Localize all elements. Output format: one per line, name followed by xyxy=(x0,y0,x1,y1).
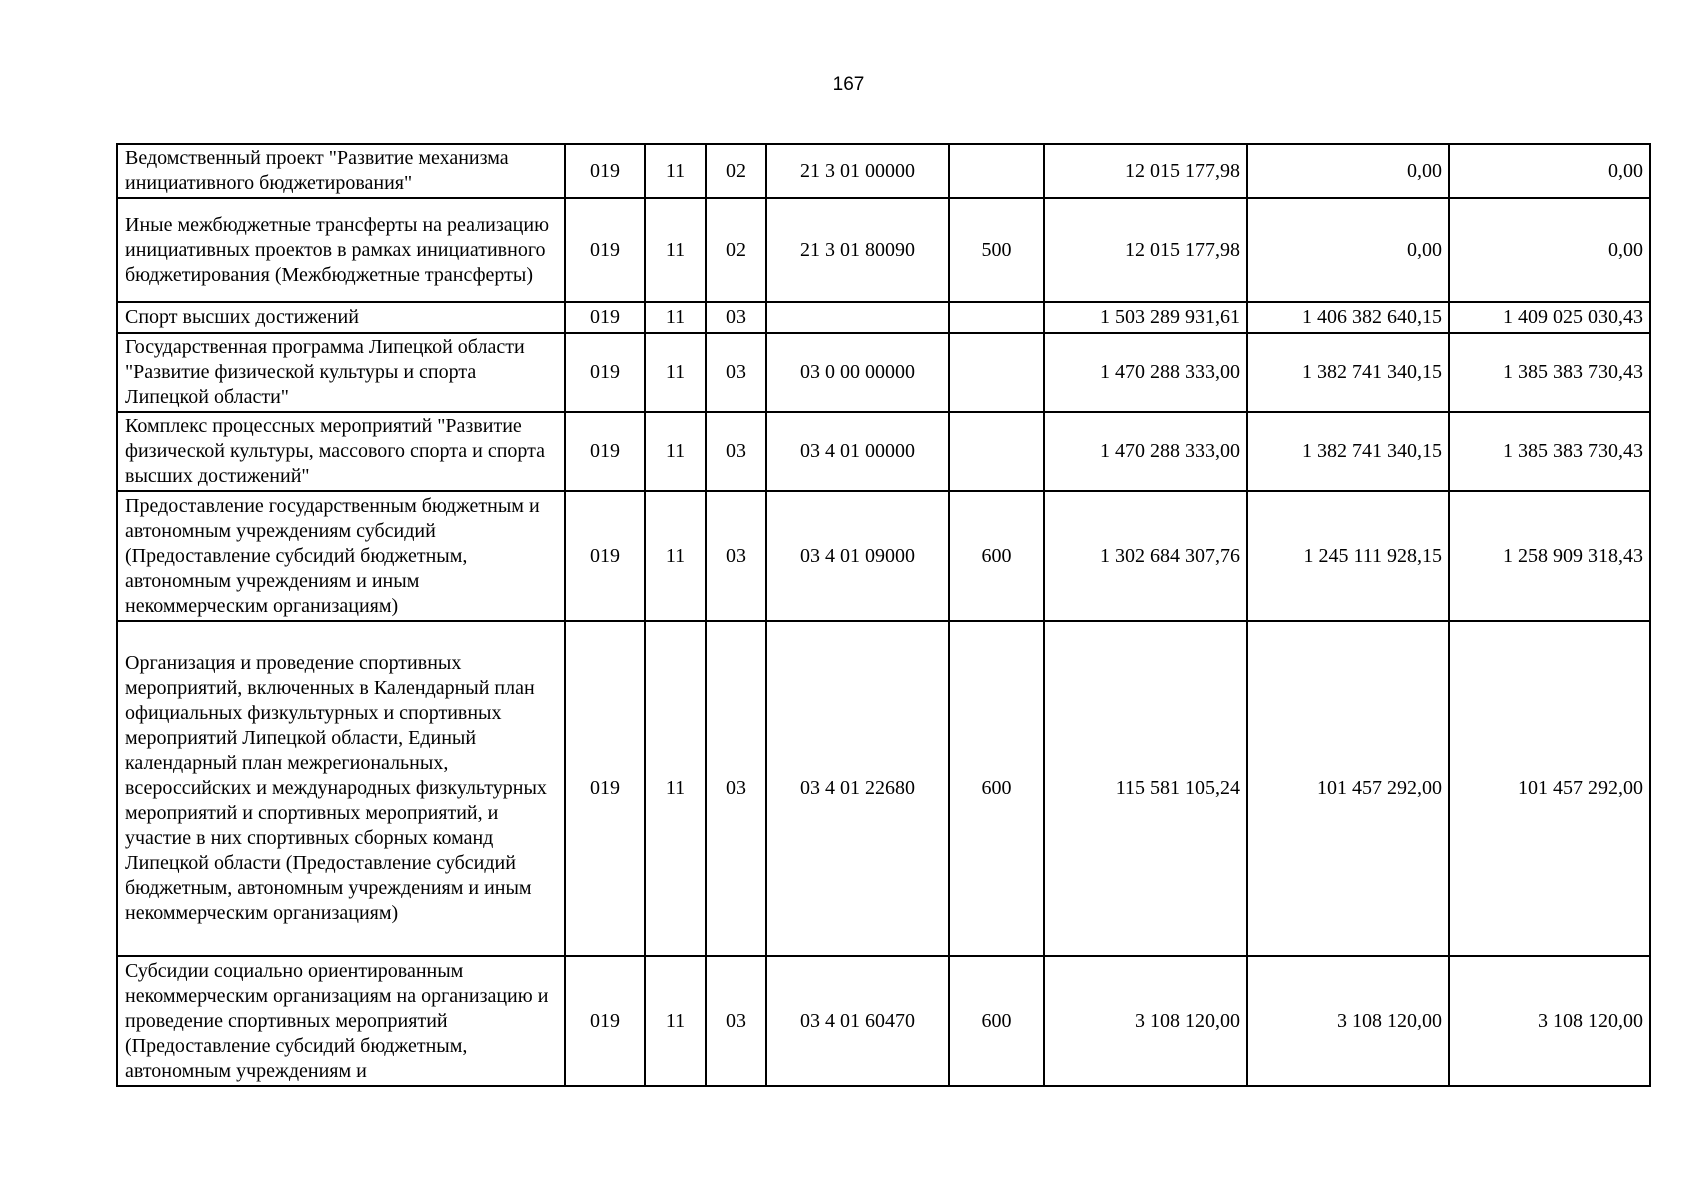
row-name: Субсидии социально ориентированным некоммерческим организациям на организацию и проведение спортивных мероприятий (Предоставление субсидий бюджетным, автономным учреждениям и xyxy=(117,956,565,1086)
section-code: 11 xyxy=(645,621,706,956)
section-code: 11 xyxy=(645,412,706,491)
amount-year-1: 12 015 177,98 xyxy=(1044,144,1247,198)
amount-year-2: 0,00 xyxy=(1247,198,1449,302)
amount-year-1: 1 302 684 307,76 xyxy=(1044,491,1247,621)
amount-year-1: 1 470 288 333,00 xyxy=(1044,412,1247,491)
subsection-code: 03 xyxy=(706,302,766,333)
amount-year-3: 0,00 xyxy=(1449,144,1650,198)
target-article-code: 03 4 01 22680 xyxy=(766,621,949,956)
table-row xyxy=(117,412,1650,491)
row-name: Спорт высших достижений xyxy=(117,302,565,333)
amount-year-2: 1 382 741 340,15 xyxy=(1247,333,1449,412)
expense-type-code: 600 xyxy=(949,621,1044,956)
amount-year-2: 3 108 120,00 xyxy=(1247,956,1449,1086)
subsection-code: 03 xyxy=(706,412,766,491)
ministry-code: 019 xyxy=(565,198,645,302)
amount-year-2: 1 406 382 640,15 xyxy=(1247,302,1449,333)
amount-year-3: 3 108 120,00 xyxy=(1449,956,1650,1086)
target-article-code: 03 4 01 09000 xyxy=(766,491,949,621)
expense-type-code xyxy=(949,412,1044,491)
table-row xyxy=(117,198,1650,302)
amount-year-3: 1 258 909 318,43 xyxy=(1449,491,1650,621)
amount-year-2: 1 382 741 340,15 xyxy=(1247,412,1449,491)
table-row xyxy=(117,956,1650,1086)
expense-type-code xyxy=(949,333,1044,412)
row-name: Ведомственный проект "Развитие механизма инициативного бюджетирования" xyxy=(117,144,565,198)
table-row xyxy=(117,144,1650,198)
row-name: Предоставление государственным бюджетным и автономным учреждениям субсидий (Предоставление субсидий бюджетным, автономным учреждениям и иным некоммерческим организациям) xyxy=(117,491,565,621)
ministry-code: 019 xyxy=(565,491,645,621)
section-code: 11 xyxy=(645,302,706,333)
row-name: Организация и проведение спортивных мероприятий, включенных в Календарный план официальных физкультурных и спортивных мероприятий Липецкой области, Единый календарный план межрегиональных, всероссийских и международных физкультурных мероприятий и спортивных мероприятий, и участие в них спортивных сборных команд Липецкой области (Предоставление субсидий бюджетным, автономным учреждениям и иным некоммерческим организациям) xyxy=(117,621,565,956)
subsection-code: 03 xyxy=(706,491,766,621)
amount-year-3: 1 385 383 730,43 xyxy=(1449,412,1650,491)
expense-type-code xyxy=(949,144,1044,198)
amount-year-2: 0,00 xyxy=(1247,144,1449,198)
section-code: 11 xyxy=(645,333,706,412)
subsection-code: 02 xyxy=(706,198,766,302)
section-code: 11 xyxy=(645,956,706,1086)
page-number: 167 xyxy=(832,74,865,95)
expense-type-code: 500 xyxy=(949,198,1044,302)
budget-table xyxy=(116,143,1651,1087)
table-row xyxy=(117,302,1650,333)
row-name: Комплекс процессных мероприятий "Развитие физической культуры, массового спорта и спорта высших достижений" xyxy=(117,412,565,491)
amount-year-1: 115 581 105,24 xyxy=(1044,621,1247,956)
row-name: Государственная программа Липецкой области "Развитие физической культуры и спорта Липецкой области" xyxy=(117,333,565,412)
ministry-code: 019 xyxy=(565,621,645,956)
expense-type-code: 600 xyxy=(949,956,1044,1086)
table-row xyxy=(117,621,1650,956)
amount-year-1: 12 015 177,98 xyxy=(1044,198,1247,302)
amount-year-3: 1 385 383 730,43 xyxy=(1449,333,1650,412)
section-code: 11 xyxy=(645,198,706,302)
subsection-code: 03 xyxy=(706,333,766,412)
section-code: 11 xyxy=(645,144,706,198)
expense-type-code xyxy=(949,302,1044,333)
amount-year-1: 1 503 289 931,61 xyxy=(1044,302,1247,333)
amount-year-3: 101 457 292,00 xyxy=(1449,621,1650,956)
target-article-code: 21 3 01 80090 xyxy=(766,198,949,302)
table-row xyxy=(117,491,1650,621)
ministry-code: 019 xyxy=(565,144,645,198)
table-row xyxy=(117,333,1650,412)
section-code: 11 xyxy=(645,491,706,621)
amount-year-2: 101 457 292,00 xyxy=(1247,621,1449,956)
subsection-code: 03 xyxy=(706,956,766,1086)
target-article-code: 03 4 01 60470 xyxy=(766,956,949,1086)
subsection-code: 02 xyxy=(706,144,766,198)
ministry-code: 019 xyxy=(565,333,645,412)
target-article-code: 21 3 01 00000 xyxy=(766,144,949,198)
amount-year-1: 3 108 120,00 xyxy=(1044,956,1247,1086)
target-article-code: 03 4 01 00000 xyxy=(766,412,949,491)
amount-year-2: 1 245 111 928,15 xyxy=(1247,491,1449,621)
target-article-code: 03 0 00 00000 xyxy=(766,333,949,412)
amount-year-3: 0,00 xyxy=(1449,198,1650,302)
expense-type-code: 600 xyxy=(949,491,1044,621)
ministry-code: 019 xyxy=(565,302,645,333)
target-article-code xyxy=(766,302,949,333)
ministry-code: 019 xyxy=(565,956,645,1086)
row-name: Иные межбюджетные трансферты на реализацию инициативных проектов в рамках инициативного бюджетирования (Межбюджетные трансферты) xyxy=(117,198,565,302)
ministry-code: 019 xyxy=(565,412,645,491)
subsection-code: 03 xyxy=(706,621,766,956)
amount-year-1: 1 470 288 333,00 xyxy=(1044,333,1247,412)
amount-year-3: 1 409 025 030,43 xyxy=(1449,302,1650,333)
